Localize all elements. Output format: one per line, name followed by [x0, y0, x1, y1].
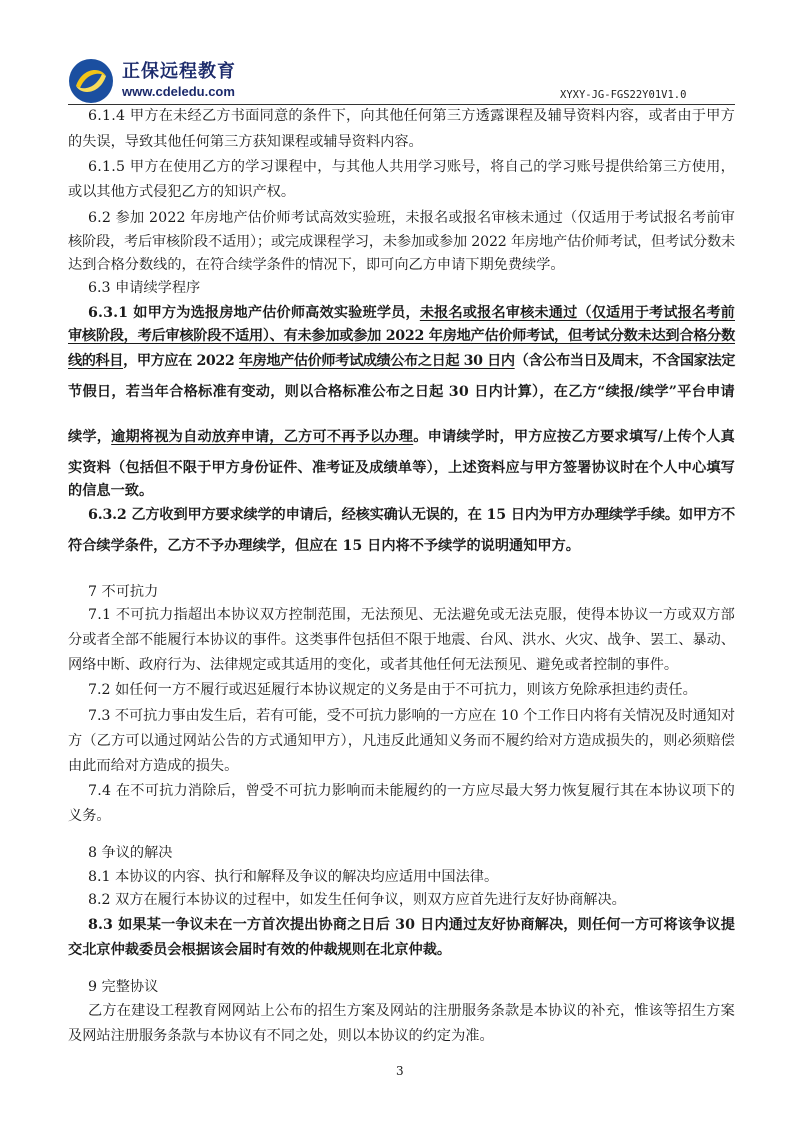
text-line	[68, 1026, 494, 1046]
text-segment: 6.1.4 甲方在未经乙方书面同意的条件下，向其他任何第三方透露课程及辅导资料内容，或者由于甲方	[88, 108, 735, 124]
underlined-text: 未报名或报名审核未通过（仅适用于考试报名考前	[419, 305, 735, 321]
text-line	[68, 382, 735, 402]
text-line	[68, 326, 735, 346]
text-segment: 或以其他方式侵犯乙方的知识产权。	[68, 184, 296, 200]
text-line	[88, 890, 626, 910]
text-line	[88, 706, 735, 726]
text-segment: 6.3 申请续学程序	[88, 280, 201, 296]
text-line	[68, 940, 451, 960]
text-segment: 。申请续学时，甲方应按乙方要求填写/上传个人真	[413, 429, 735, 445]
text-segment: 符合续学条件，乙方不予办理续学，但应在 15 日内将不予续学的说明通知甲方。	[68, 538, 580, 554]
text-line	[68, 806, 111, 826]
text-segment: 由此而给对方造成的损失。	[68, 758, 239, 774]
text-segment: 的失误，导致其他任何第三方获知课程或辅导资料内容。	[68, 134, 423, 150]
text-segment: 7.3 不可抗力事由发生后，若有可能，受不可抗力影响的一方应在 10 个工作日内将有关情况及时通知对	[88, 708, 735, 724]
text-segment: 9 完整协议	[88, 979, 159, 995]
text-line	[68, 458, 735, 478]
underlined-text: 逾期将视为自动放弃申请，乙方可不再予以办理	[111, 429, 414, 445]
text-segment: 7.4 在不可抗力消除后，曾受不可抗力影响而未能履约的一方应尽最大努力恢复履行其在本协议项下的	[88, 783, 736, 799]
text-segment: 续学，	[68, 429, 112, 445]
document-code: XYXY-JG-FGS22Y01V1.0	[560, 89, 687, 101]
text-line	[68, 232, 735, 252]
text-segment: 6.2 参加 2022 年房地产估价师考试高效实验班，未报名或报名审核未通过（仅适用于考试报名考前审	[88, 210, 736, 226]
text-segment: 义务。	[68, 808, 111, 824]
text-segment: 6.3.1 如甲方为选报房地产估价师高效实验班学员，	[88, 305, 420, 321]
text-line	[88, 278, 200, 298]
text-segment: 网络中断、政府行为、法律规定或其适用的变化，或者其他任何无法预见、避免或者控制的事件。	[68, 657, 679, 673]
text-line	[68, 655, 678, 675]
text-line	[88, 582, 158, 602]
text-segment: 7.1 不可抗力指超出本协议双方控制范围，无法预见、无法避免或无法克服，使得本协议一方或双方部	[88, 607, 736, 623]
text-line	[68, 630, 735, 650]
text-line	[88, 208, 735, 228]
text-segment: 实资料（包括但不限于甲方身份证件、准考证及成绩单等），上述资料应与甲方签署协议时在个人中心填写	[68, 460, 736, 476]
text-line	[88, 505, 735, 525]
text-segment: 8 争议的解决	[88, 845, 173, 861]
text-segment: 6.3.2 乙方收到甲方要求续学的申请后，经核实确认无误的，在 15 日内为甲方办理续学手续。如甲方不	[88, 507, 735, 523]
underlined-text: 年房地产估价师考试成绩公布之日起 30 日内	[238, 353, 515, 369]
text-segment: 及网站注册服务条款与本协议有不同之处，则以本协议的约定为准。	[68, 1028, 494, 1044]
text-segment: 方（乙方可以通过网站公告的方式通知甲方），凡违反此通知义务而不履约给对方造成损失的，则必须赔偿	[68, 733, 736, 749]
text-line	[88, 781, 735, 801]
text-line	[68, 255, 565, 275]
text-segment: 8.3 如果某一争议未在一方首次提出协商之日后 30 日内通过友好协商解决，则任何一方可将该争议提	[88, 917, 736, 933]
underlined-text: 审核阶段，考后审核阶段不适用）、有未参加或参加 2022 年房地产估价师考试，但考试分数未达到合格分数	[68, 328, 735, 344]
text-line	[88, 915, 735, 935]
text-line	[88, 867, 498, 887]
text-line	[88, 977, 158, 997]
text-line	[68, 731, 735, 751]
text-segment: 达到合格分数线的，在符合续学条件的情况下，即可向乙方申请下期免费续学。	[68, 257, 565, 273]
text-line	[88, 157, 735, 177]
text-line	[68, 756, 238, 776]
text-line	[68, 481, 153, 501]
text-line	[88, 303, 735, 323]
text-segment: ，甲方应在 2022	[123, 353, 239, 369]
brand-name: 正保远程教育	[122, 61, 236, 82]
page-number: 3	[396, 1064, 404, 1078]
text-line	[88, 605, 735, 625]
text-segment: 7.2 如任何一方不履行或迟延履行本协议规定的义务是由于不可抗力，则该方免除承担违约责任。	[88, 682, 697, 698]
text-line	[88, 680, 697, 700]
text-line	[68, 132, 423, 152]
text-segment: 乙方在建设工程教育网网站上公布的招生方案及网站的注册服务条款是本协议的补充，惟该等招生方案	[88, 1003, 735, 1019]
text-line	[68, 182, 295, 202]
text-segment: 核阶段，考后审核阶段不适用）；或完成课程学习，未参加或参加 2022 年房地产估价师考试，但考试分数未	[68, 234, 735, 250]
text-segment: 8.2 双方在履行本协议的过程中，如发生任何争议，则双方应首先进行友好协商解决。	[88, 892, 626, 908]
text-segment: 7 不可抗力	[88, 584, 159, 600]
text-segment: 分或者全部不能履行本协议的事件。这类事件包括但不限于地震、台风、洪水、火灾、战争、罢工、暴动、	[68, 632, 736, 648]
text-line	[68, 536, 580, 556]
text-segment: 的信息一致。	[68, 483, 154, 499]
header-divider	[68, 104, 735, 105]
company-logo-icon	[68, 58, 114, 104]
text-segment: 8.1 本协议的内容、执行和解释及争议的解决均应适用中国法律。	[88, 869, 499, 885]
text-segment: 节假日，若当年合格标准有变动，则以合格标准公布之日起 30 日内计算），在乙方“续报/续学”平台申请	[68, 384, 735, 400]
underlined-text: 线的科目	[68, 353, 124, 369]
text-segment: 6.1.5 甲方在使用乙方的学习课程中，与其他人共用学习账号，将自己的学习账号提供给第三方使用，	[88, 159, 735, 175]
brand-url: www.cdeledu.com	[122, 84, 235, 99]
text-segment: 交北京仲裁委员会根据该会届时有效的仲裁规则在北京仲裁。	[68, 942, 452, 958]
text-segment: （含公布当日及周末，不含国家法定	[514, 353, 735, 369]
text-line	[88, 843, 172, 863]
text-line	[68, 427, 735, 447]
text-line	[88, 1001, 735, 1021]
text-line	[68, 351, 735, 371]
text-line	[88, 106, 735, 126]
